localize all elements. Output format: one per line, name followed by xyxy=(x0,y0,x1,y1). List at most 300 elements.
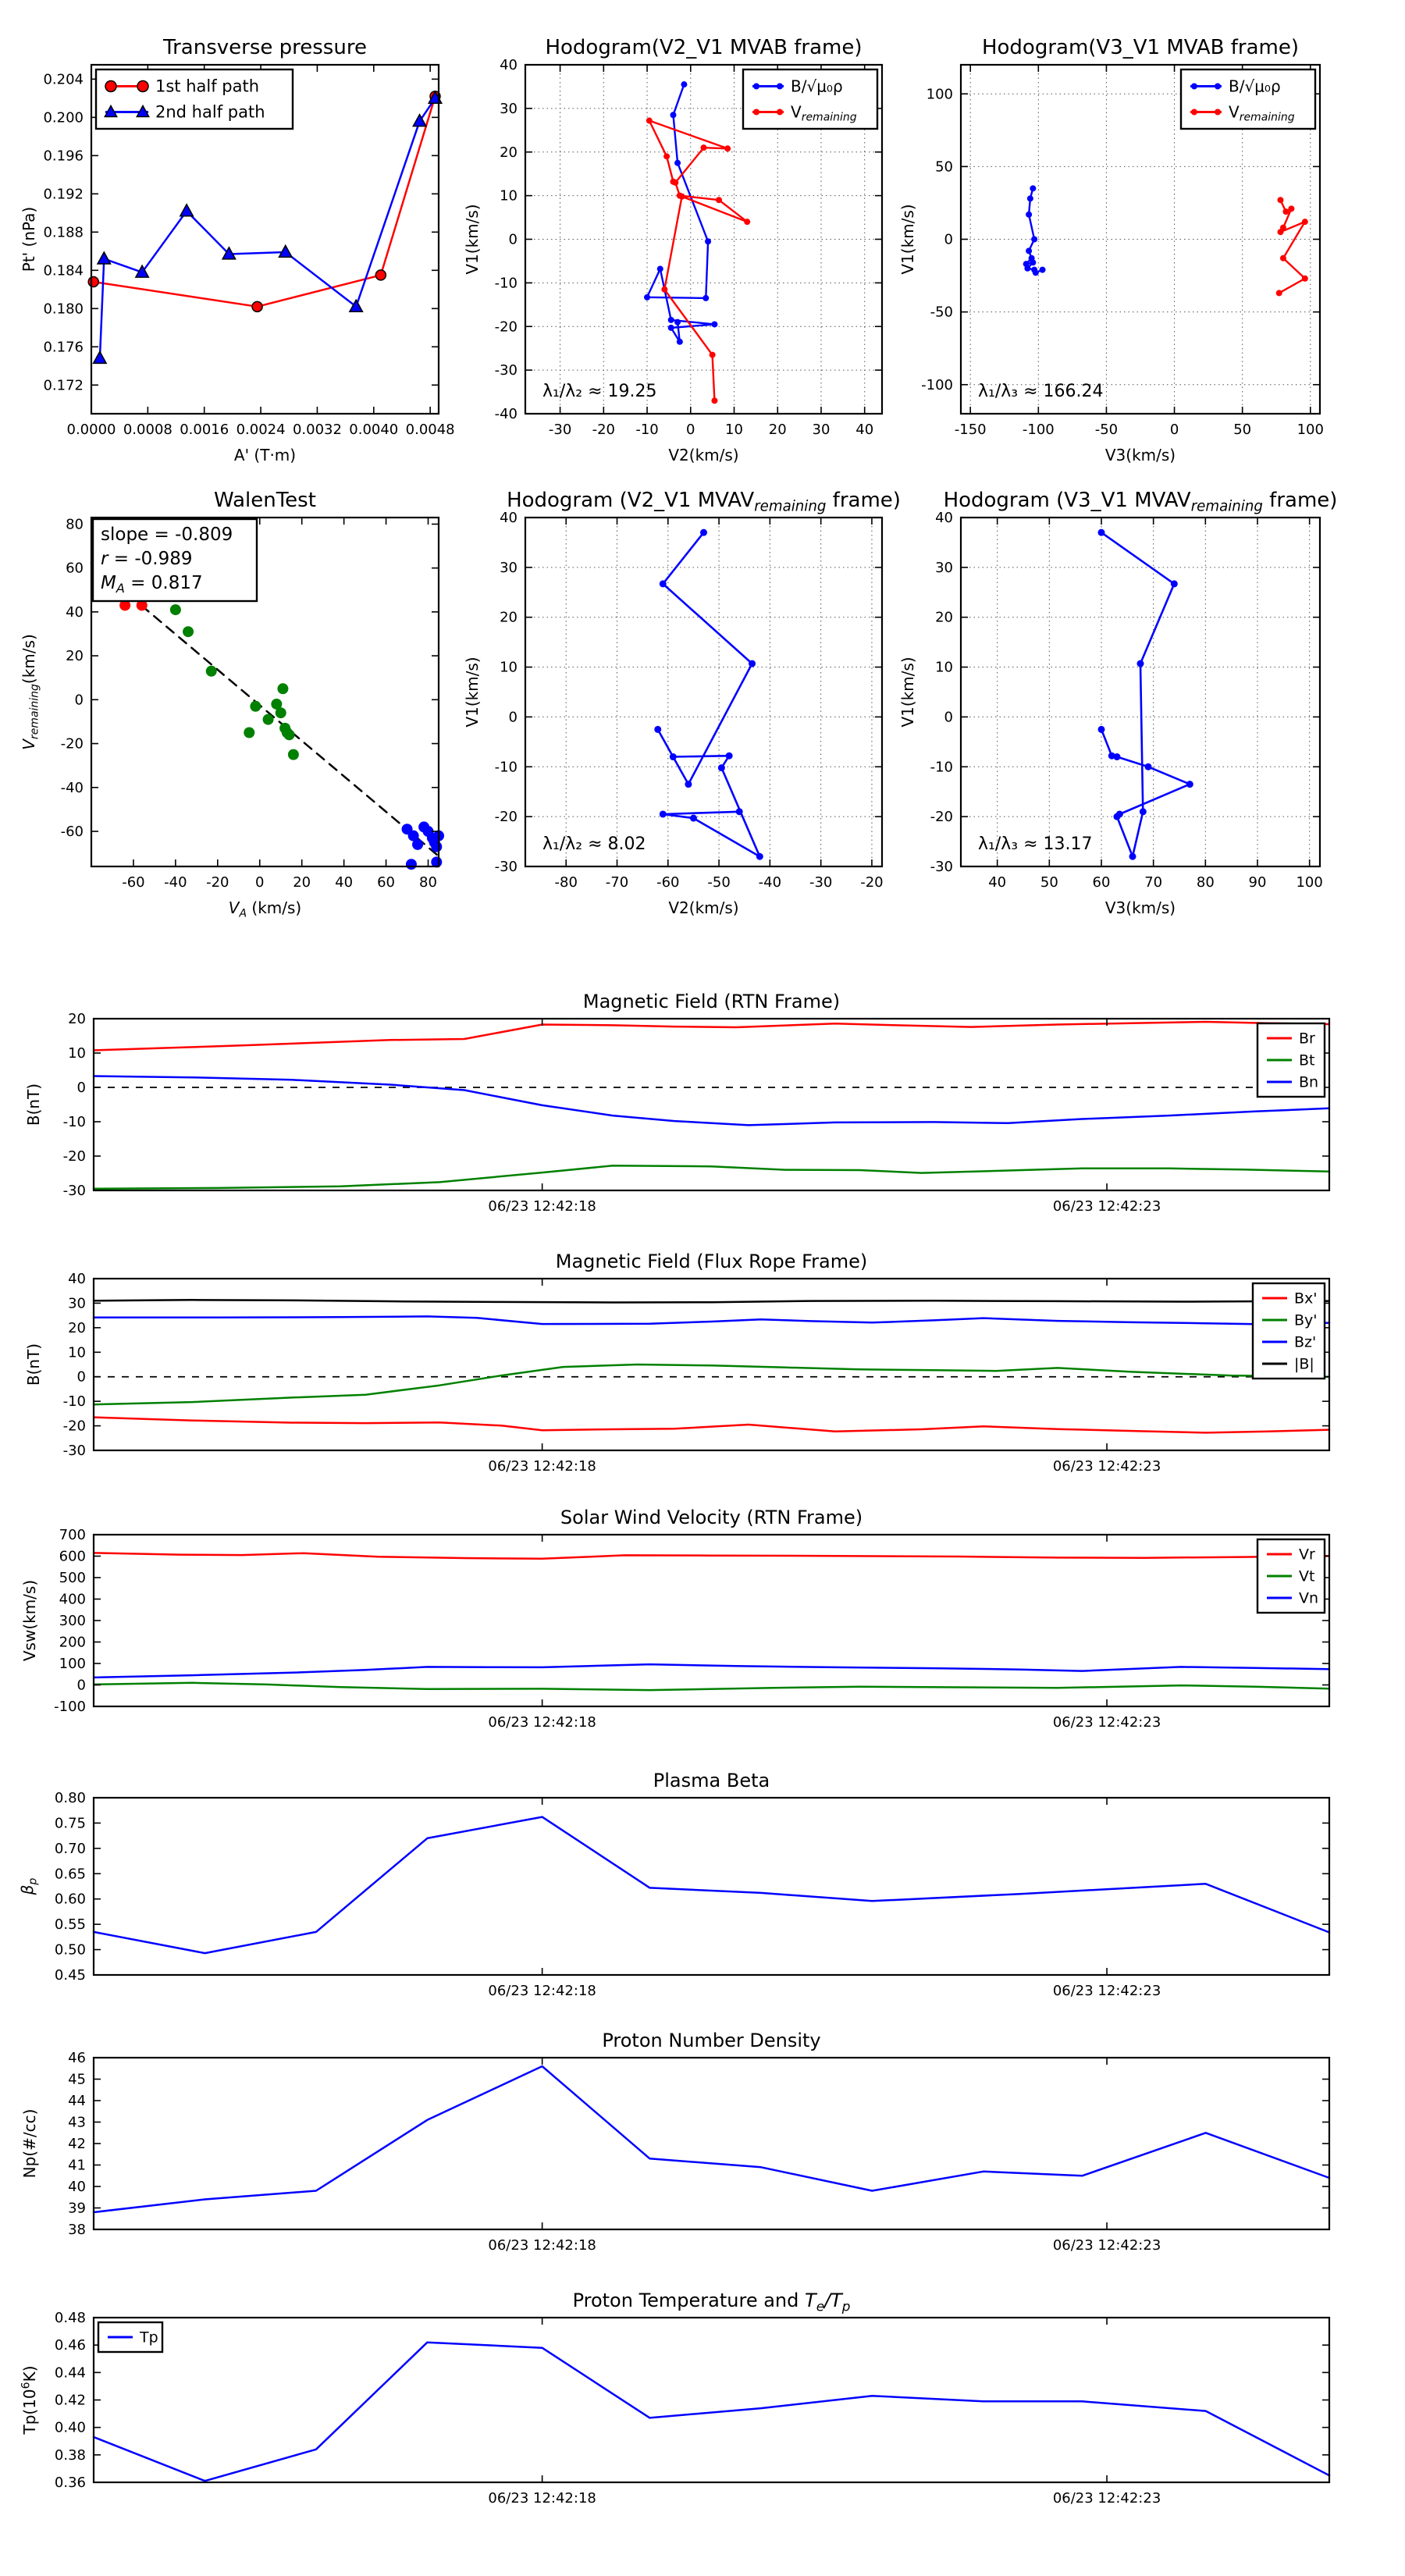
y-tick-label: -40 xyxy=(60,779,84,796)
scatter-point xyxy=(431,841,442,852)
chart-title: Magnetic Field (Flux Rope Frame) xyxy=(555,1251,868,1272)
legend-label: $V_{remaining}$ xyxy=(791,102,857,124)
marker xyxy=(670,112,676,118)
legend-label: Vn xyxy=(1299,1589,1319,1607)
y-tick-label: 0.176 xyxy=(43,339,84,356)
marker xyxy=(668,325,674,331)
x-tick-label: -70 xyxy=(605,874,629,891)
x-tick-label: 06/23 12:42:18 xyxy=(488,1714,596,1731)
y-tick-label: 0 xyxy=(944,231,953,248)
x-tick-label: -20 xyxy=(206,874,229,891)
x-tick-label: -150 xyxy=(954,422,987,438)
y-tick-label: 41 xyxy=(68,2157,86,2174)
legend-label: |B| xyxy=(1294,1355,1314,1373)
series-V-remaining-path xyxy=(658,532,760,856)
marker xyxy=(716,197,722,203)
marker xyxy=(646,118,653,124)
y-tick-label: 10 xyxy=(68,1045,86,1062)
series-Vn xyxy=(94,1664,1329,1678)
chart-title: Plasma Beta xyxy=(653,1770,770,1791)
marker xyxy=(726,753,733,760)
ticks xyxy=(94,2318,1329,2482)
y-tick-label: 100 xyxy=(926,86,953,103)
x-axis-label: V3(km/s) xyxy=(1104,446,1176,464)
y-tick-label: 0.40 xyxy=(54,2419,86,2436)
series-Bn xyxy=(94,1076,1329,1126)
marker xyxy=(724,145,731,151)
y-tick-label: 0 xyxy=(76,1677,86,1694)
x-tick-label: 40 xyxy=(855,422,874,438)
y-tick-label: 100 xyxy=(59,1656,86,1672)
legend-label: Br xyxy=(1299,1030,1315,1048)
y-axis-label: V1(km/s) xyxy=(898,656,917,728)
series-markers-B-alfven xyxy=(1023,185,1046,276)
y-tick-label: 10 xyxy=(935,659,953,676)
x-tick-label: 50 xyxy=(1233,422,1252,438)
y-tick-label: -30 xyxy=(62,1183,86,1199)
chart-title: Solar Wind Velocity (RTN Frame) xyxy=(560,1507,863,1528)
marker xyxy=(718,764,725,771)
y-tick-label: 40 xyxy=(68,2179,86,2195)
x-tick-label: -40 xyxy=(164,874,187,891)
y-axis-label: V1(km/s) xyxy=(898,204,917,275)
y-tick-label: 38 xyxy=(68,2222,86,2238)
scatter-point xyxy=(276,707,286,718)
x-tick-label: 06/23 12:42:18 xyxy=(488,2490,596,2507)
x-tick-label: -80 xyxy=(554,874,578,891)
y-tick-label: 400 xyxy=(59,1591,86,1608)
y-tick-label: 50 xyxy=(935,158,953,176)
chart-proton-number-density xyxy=(20,2030,1329,2254)
marker xyxy=(94,351,106,363)
y-tick-label: 0 xyxy=(74,692,84,709)
marker xyxy=(1288,205,1294,212)
marker xyxy=(375,270,386,280)
y-tick-label: 0.70 xyxy=(54,1840,86,1857)
y-tick-label: 20 xyxy=(68,1319,86,1336)
y-tick-label: -10 xyxy=(930,759,953,776)
marker xyxy=(661,286,667,293)
chart-magnetic-field-rtn xyxy=(24,991,1329,1215)
legend-label: Vt xyxy=(1299,1567,1315,1585)
x-axis-label: A' (T·m) xyxy=(233,446,297,464)
series-Bz' xyxy=(94,1316,1329,1324)
y-axis-label: $V_{remaining}(km/s)$ xyxy=(20,634,41,750)
y-tick-label: -10 xyxy=(494,275,518,292)
marker xyxy=(654,726,661,733)
x-tick-label: -60 xyxy=(656,874,680,891)
y-tick-label: 40 xyxy=(935,510,953,526)
series-|B| xyxy=(94,1300,1329,1302)
legend-marker xyxy=(1215,84,1221,90)
series-V-remaining xyxy=(1279,200,1305,293)
legend-label: B/√μ₀ρ xyxy=(1229,76,1281,96)
grid xyxy=(525,518,882,866)
chart-transverse-pressure xyxy=(20,36,455,464)
y-tick-label: -100 xyxy=(921,376,953,393)
y-tick-label: 0 xyxy=(508,709,518,726)
marker xyxy=(670,753,677,760)
y-axis-label: B(nT) xyxy=(24,1083,43,1126)
y-tick-label: 0.180 xyxy=(43,301,84,318)
y-tick-label: 45 xyxy=(68,2071,86,2088)
x-tick-label: 80 xyxy=(419,874,437,891)
marker xyxy=(1098,529,1105,536)
marker xyxy=(1145,763,1152,770)
y-tick-label: 10 xyxy=(500,659,518,676)
x-tick-label: 0 xyxy=(686,422,695,438)
marker xyxy=(644,294,650,301)
marker xyxy=(674,319,681,326)
x-tick-label: 0.0032 xyxy=(292,422,342,438)
y-axis-label: V1(km/s) xyxy=(463,204,482,275)
marker xyxy=(1276,290,1282,296)
annotation-line: $M_A = 0.817$ xyxy=(101,573,203,596)
scatter-point xyxy=(284,729,295,740)
marker xyxy=(700,529,707,536)
x-tick-label: 60 xyxy=(1092,874,1111,891)
legend xyxy=(1181,69,1315,129)
x-tick-label: -20 xyxy=(592,422,616,438)
annotation-line: r = -0.989 xyxy=(101,549,193,569)
y-tick-label: -10 xyxy=(62,1114,86,1130)
marker xyxy=(1030,185,1036,191)
scatter-point xyxy=(277,683,288,694)
y-tick-label: 80 xyxy=(66,516,84,533)
x-tick-label: 40 xyxy=(335,874,354,891)
x-axis-label: $V_A$ (km/s) xyxy=(228,898,302,920)
legend-marker xyxy=(777,109,783,116)
y-tick-label: 0.196 xyxy=(43,148,84,165)
x-tick-label: 0 xyxy=(1169,422,1179,438)
marker xyxy=(1171,580,1178,587)
marker xyxy=(1140,808,1147,815)
marker xyxy=(1137,660,1144,667)
marker xyxy=(1040,267,1046,273)
ticks xyxy=(525,518,882,866)
series-beta-p xyxy=(94,1817,1329,1954)
y-tick-label: 700 xyxy=(59,1527,86,1543)
marker xyxy=(350,300,363,311)
annotation-line: slope = -0.809 xyxy=(101,525,233,545)
y-tick-label: 200 xyxy=(59,1634,86,1651)
x-tick-label: 0 xyxy=(255,874,265,891)
chart-title: WalenTest xyxy=(214,489,316,512)
legend-label: By' xyxy=(1294,1311,1318,1329)
y-tick-label: 0.75 xyxy=(54,1815,86,1832)
marker xyxy=(1129,853,1136,860)
x-tick-label: 0.0000 xyxy=(66,422,116,438)
y-tick-label: -30 xyxy=(930,859,953,875)
scatter-point xyxy=(412,839,423,850)
legend-label: Bz' xyxy=(1294,1333,1317,1351)
marker xyxy=(1302,276,1308,282)
annotation: λ₁/λ₃ ≈ 13.17 xyxy=(978,834,1093,854)
marker xyxy=(88,276,98,286)
x-tick-label: 0.0008 xyxy=(123,422,173,438)
chart-solar-wind-velocity-rtn xyxy=(20,1507,1329,1731)
marker xyxy=(677,339,683,345)
legend-label: 2nd half path xyxy=(155,102,265,122)
legend-marker xyxy=(137,81,148,92)
y-tick-label: 10 xyxy=(500,187,518,205)
y-tick-label: 0.200 xyxy=(43,109,84,126)
y-tick-label: 30 xyxy=(500,559,518,576)
y-tick-label: 0.45 xyxy=(54,1967,86,1984)
series-markers-V-remaining-path xyxy=(1098,529,1193,860)
y-tick-label: 40 xyxy=(500,57,518,73)
chart-walen-test xyxy=(20,489,444,920)
x-axis-label: V2(km/s) xyxy=(668,446,739,464)
y-tick-label: 20 xyxy=(935,609,953,626)
legend-marker xyxy=(1215,109,1221,116)
y-tick-label: 0 xyxy=(76,1080,86,1096)
series-2nd half path xyxy=(100,98,436,358)
y-tick-label: 0.184 xyxy=(43,262,84,279)
series-Np xyxy=(94,2066,1329,2212)
scatter-middle xyxy=(170,604,299,760)
x-tick-label: 06/23 12:42:23 xyxy=(1052,1458,1161,1475)
legend-label: Tp xyxy=(140,2329,158,2347)
x-tick-label: 06/23 12:42:23 xyxy=(1052,1714,1161,1731)
scatter-point xyxy=(183,626,194,637)
y-tick-label: 40 xyxy=(68,1271,86,1287)
marker xyxy=(1302,219,1308,225)
marker xyxy=(1116,810,1123,817)
x-tick-label: -40 xyxy=(758,874,782,891)
marker xyxy=(681,81,687,87)
marker xyxy=(690,815,697,822)
chart-plasma-beta xyxy=(18,1770,1329,1999)
y-axis-label: B(nT) xyxy=(24,1343,43,1386)
x-tick-label: 20 xyxy=(768,422,787,438)
marker xyxy=(1027,195,1033,201)
legend-marker xyxy=(753,109,759,116)
y-tick-label: 0.36 xyxy=(54,2475,86,2491)
y-axis-label: Np(#/cc) xyxy=(20,2108,39,2179)
legend-label: Vr xyxy=(1299,1546,1315,1564)
legend-label: Bt xyxy=(1299,1051,1315,1069)
marker xyxy=(705,238,711,244)
scatter-second-half xyxy=(402,821,444,870)
y-tick-label: 0.48 xyxy=(54,2310,86,2326)
legend-label: Bx' xyxy=(1294,1290,1318,1308)
legend xyxy=(98,2322,162,2352)
series-markers-V-remaining xyxy=(646,118,750,404)
x-tick-label: 70 xyxy=(1144,874,1163,891)
y-tick-label: 0.172 xyxy=(43,377,84,394)
series-Bx' xyxy=(94,1418,1329,1433)
y-tick-label: 0.188 xyxy=(43,224,84,241)
marker xyxy=(663,153,670,159)
x-axis-label: V3(km/s) xyxy=(1104,898,1176,917)
annotation: λ₁/λ₃ ≈ 166.24 xyxy=(978,382,1104,401)
marker xyxy=(1024,265,1030,272)
y-tick-label: 44 xyxy=(68,2093,86,2109)
marker xyxy=(702,295,709,301)
y-tick-label: 0.80 xyxy=(54,1790,86,1806)
marker xyxy=(1108,753,1115,760)
x-tick-label: -20 xyxy=(860,874,884,891)
marker xyxy=(674,160,681,166)
series-By' xyxy=(94,1364,1329,1404)
chart-hodogram-v3v1-mvab xyxy=(898,36,1324,464)
x-tick-label: 30 xyxy=(812,422,831,438)
chart-title: Proton Temperature and $T_e/T_p$ xyxy=(572,2290,851,2314)
marker xyxy=(749,660,756,667)
chart-title: Proton Number Density xyxy=(602,2030,821,2051)
marker xyxy=(1282,208,1289,215)
y-tick-label: 0 xyxy=(508,231,518,248)
marker xyxy=(756,853,763,860)
marker xyxy=(1277,229,1283,235)
y-tick-label: -20 xyxy=(60,735,84,753)
y-tick-label: -10 xyxy=(494,759,518,776)
x-tick-label: 06/23 12:42:23 xyxy=(1052,1198,1161,1215)
scatter-point xyxy=(263,714,274,725)
chart-title: Hodogram(V2_V1 MVAB frame) xyxy=(545,36,863,59)
marker xyxy=(660,580,667,587)
ticks xyxy=(94,1535,1329,1706)
marker xyxy=(1280,255,1286,262)
ticks xyxy=(94,1279,1329,1450)
chart-title: Hodogram(V3_V1 MVAB frame) xyxy=(981,36,1300,59)
series-Vt xyxy=(94,1683,1329,1690)
y-tick-label: 30 xyxy=(500,100,518,117)
x-tick-label: 0.0040 xyxy=(349,422,399,438)
y-tick-label: 20 xyxy=(500,609,518,626)
x-tick-label: 06/23 12:42:23 xyxy=(1052,1983,1161,1999)
marker xyxy=(660,810,667,817)
y-tick-label: -20 xyxy=(62,1418,86,1435)
x-tick-label: 0.0016 xyxy=(180,422,229,438)
x-tick-label: -30 xyxy=(548,422,572,438)
legend-marker xyxy=(777,84,783,90)
marker xyxy=(1026,247,1032,254)
legend xyxy=(743,69,877,129)
marker xyxy=(279,245,292,257)
chart-hodogram-v2v1-mvav xyxy=(463,489,901,917)
chart-hodogram-v2v1-mvab xyxy=(463,36,882,464)
y-tick-label: 0.38 xyxy=(54,2446,86,2464)
marker xyxy=(710,352,716,358)
x-tick-label: 80 xyxy=(1196,874,1215,891)
y-axis-label: V1(km/s) xyxy=(463,656,482,728)
y-tick-label: -40 xyxy=(494,406,518,422)
y-tick-label: 10 xyxy=(68,1344,86,1361)
y-tick-label: 39 xyxy=(68,2200,86,2217)
chart-magnetic-field-flux-rope xyxy=(24,1251,1329,1475)
legend xyxy=(1253,1283,1325,1379)
series-Bt xyxy=(94,1165,1329,1189)
marker xyxy=(744,219,750,225)
y-tick-label: 0.204 xyxy=(43,71,84,88)
y-axis-label: $Tp(10^6K)$ xyxy=(20,2365,39,2435)
x-tick-label: 100 xyxy=(1296,874,1323,891)
marker xyxy=(670,179,676,185)
scatter-point xyxy=(206,666,217,677)
x-tick-label: 06/23 12:42:18 xyxy=(488,1458,596,1475)
annotation: λ₁/λ₂ ≈ 19.25 xyxy=(542,382,657,401)
x-tick-label: -50 xyxy=(1094,422,1119,438)
legend xyxy=(96,69,293,129)
series-markers-V-remaining-path xyxy=(654,529,763,860)
marker xyxy=(677,193,683,199)
marker xyxy=(736,808,743,815)
legend-marker xyxy=(1191,84,1197,90)
y-tick-label: -100 xyxy=(54,1699,86,1715)
x-tick-label: 10 xyxy=(725,422,743,438)
x-tick-label: 90 xyxy=(1248,874,1267,891)
axes-frame xyxy=(94,1279,1329,1450)
x-tick-label: 0.0048 xyxy=(405,422,455,438)
x-tick-label: -10 xyxy=(635,422,659,438)
legend-marker xyxy=(1191,109,1197,116)
series-V-remaining-path xyxy=(1101,532,1190,856)
y-tick-label: -10 xyxy=(62,1393,86,1411)
scatter-point xyxy=(170,604,181,615)
marker xyxy=(711,321,717,327)
y-tick-label: 0 xyxy=(76,1368,86,1386)
axes-frame xyxy=(94,2318,1329,2482)
y-tick-label: 20 xyxy=(66,648,84,665)
y-tick-label: 0 xyxy=(944,709,953,726)
x-tick-label: -60 xyxy=(122,874,145,891)
scatter-point xyxy=(288,749,299,760)
y-tick-label: 20 xyxy=(500,144,518,161)
marker xyxy=(180,205,194,216)
x-tick-label: 06/23 12:42:23 xyxy=(1052,2237,1161,2254)
x-tick-label: 60 xyxy=(377,874,396,891)
scatter-point xyxy=(250,701,261,712)
marker xyxy=(98,252,111,264)
y-tick-label: 30 xyxy=(935,559,953,576)
y-tick-label: 0.44 xyxy=(54,2364,86,2382)
y-tick-label: 0.192 xyxy=(43,186,84,203)
marker xyxy=(701,144,707,151)
legend-label: $V_{remaining}$ xyxy=(1229,102,1295,124)
legend-label: Bn xyxy=(1299,1073,1319,1091)
chart-proton-temperature xyxy=(20,2290,1329,2507)
legend xyxy=(1257,1539,1325,1613)
marker xyxy=(252,301,262,311)
y-axis-label: Vsw(km/s) xyxy=(20,1579,39,1662)
x-tick-label: 06/23 12:42:18 xyxy=(488,1983,596,1999)
marker xyxy=(1031,237,1037,243)
y-tick-label: -30 xyxy=(62,1443,86,1459)
scatter-point xyxy=(406,859,417,870)
x-tick-label: 50 xyxy=(1040,874,1058,891)
y-tick-label: 60 xyxy=(66,560,84,577)
y-tick-label: -20 xyxy=(494,809,518,826)
x-tick-label: -30 xyxy=(809,874,833,891)
y-tick-label: 0.46 xyxy=(54,2337,86,2354)
y-tick-label: 46 xyxy=(68,2050,86,2066)
series-markers-V-remaining xyxy=(1276,197,1308,296)
x-tick-label: -50 xyxy=(707,874,731,891)
marker xyxy=(1033,269,1039,276)
series-Tp xyxy=(94,2343,1329,2482)
series-Vr xyxy=(94,1553,1329,1558)
scatter-point xyxy=(244,728,254,738)
ticks xyxy=(94,2058,1329,2229)
marker xyxy=(1277,197,1283,203)
y-tick-label: 0.65 xyxy=(54,1866,86,1883)
y-tick-label: -60 xyxy=(60,824,84,841)
x-tick-label: 100 xyxy=(1297,422,1324,438)
axes-frame xyxy=(94,2058,1329,2229)
legend-label: B/√μ₀ρ xyxy=(791,76,843,96)
